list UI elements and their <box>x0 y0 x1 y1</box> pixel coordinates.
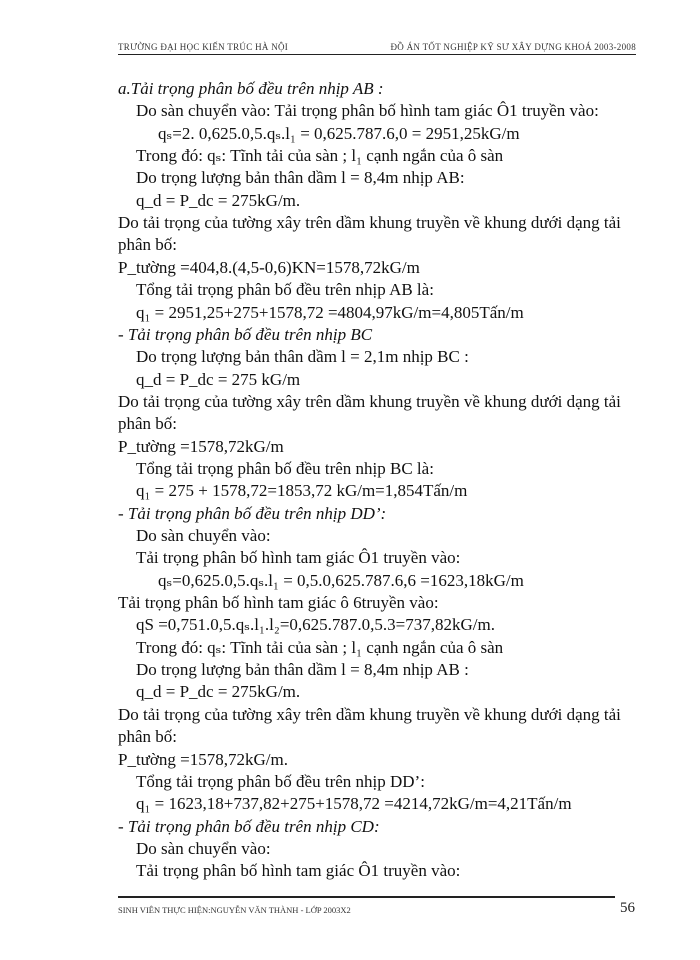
text-line: q₁ = 2951,25+275+1578,72 =4804,97kG/m=4,805Tấn/m <box>136 302 524 322</box>
text-line: Do sàn chuyển vào: Tải trọng phân bố hình tam giác Ô1 truyền vào: <box>136 101 599 121</box>
text-line: Do tải trọng của tường xây trên dầm khung truyền về khung dưới dạng tải <box>118 213 621 233</box>
text-line: q_d = P_dc = 275kG/m. <box>136 190 301 210</box>
text-line: Do trọng lượng bản thân dầm l = 2,1m nhịp BC : <box>136 347 469 367</box>
text-line: P_tường =404,8.(4,5-0,6)KN=1578,72kG/m <box>118 257 420 277</box>
footer-author: SINH VIÊN THỰC HIỆN:NGUYỄN VĂN THÀNH - LỚP 2003X2 <box>118 905 351 915</box>
text-line: Do tải trọng của tường xây trên dầm khung truyền về khung dưới dạng tải <box>118 391 621 411</box>
text-line: Tổng tải trọng phân bố đều trên nhịp BC là: <box>136 458 434 478</box>
text-line: - Tải trọng phân bố đều trên nhịp CD: <box>118 816 380 836</box>
text-line: a.Tải trọng phân bố đều trên nhịp AB : <box>118 79 384 98</box>
text-line: q_d = P_dc = 275 kG/m <box>136 369 301 389</box>
header-project: ĐỒ ÁN TỐT NGHIỆP KỸ SƯ XÂY DỰNG KHOÁ 2003-2008 <box>390 42 636 52</box>
text-line: - Tải trọng phân bố đều trên nhịp DD’: <box>118 503 387 523</box>
text-line: P_tường =1578,72kG/m. <box>118 749 288 769</box>
text-line: Do tải trọng của tường xây trên dầm khung truyền về khung dưới dạng tải <box>118 704 621 724</box>
page-header <box>118 42 636 55</box>
text-line: qS =0,751.0,5.qₛ.l₁.l₂=0,625.787.0,5.3=737,82kG/m. <box>136 615 495 635</box>
text-line: Tổng tải trọng phân bố đều trên nhịp AB là: <box>136 280 434 300</box>
text-line: Tải trọng phân bố hình tam giác ô 6truyền vào: <box>118 593 439 613</box>
text-line: Tổng tải trọng phân bố đều trên nhịp DD’: <box>136 771 425 791</box>
text-line: phân bố: <box>118 727 178 747</box>
text-line: qₛ=0,625.0,5.qₛ.l₁ = 0,5.0,625.787.6,6 =1623,18kG/m <box>158 570 524 590</box>
text-line: phân bố: <box>118 414 178 434</box>
text-line: Tải trọng phân bố hình tam giác Ô1 truyền vào: <box>136 548 461 568</box>
text-line: Do sàn chuyển vào: <box>136 838 271 858</box>
text-line: qₛ=2. 0,625.0,5.qₛ.l₁ = 0,625.787.6,0 = 2951,25kG/m <box>158 123 520 143</box>
text-line: Do trọng lượng bản thân dầm l = 8,4m nhịp AB: <box>136 168 465 188</box>
text-line: q₁ = 275 + 1578,72=1853,72 kG/m=1,854Tấn/m <box>136 481 468 501</box>
text-line: q_d = P_dc = 275kG/m. <box>136 682 301 702</box>
text-line: - Tải trọng phân bố đều trên nhịp BC <box>118 324 373 344</box>
page-number: 56 <box>620 900 635 916</box>
header-school: TRƯỜNG ĐẠI HỌC KIẾN TRÚC HÀ NỘI <box>118 42 289 52</box>
text-line: Do sàn chuyển vào: <box>136 526 271 545</box>
text-line: Do trọng lượng bản thân dầm l = 8,4m nhịp AB : <box>136 660 469 680</box>
text-line: P_tường =1578,72kG/m <box>118 436 284 456</box>
footer-divider <box>118 896 615 898</box>
text-line: phân bố: <box>118 235 178 255</box>
text-line: Trong đó: qₛ: Tĩnh tải của sàn ; l₁ cạnh ngắn của ô sàn <box>136 637 504 657</box>
text-line: q₁ = 1623,18+737,82+275+1578,72 =4214,72kG/m=4,21Tấn/m <box>136 794 572 814</box>
text-line: Tải trọng phân bố hình tam giác Ô1 truyền vào: <box>136 861 461 881</box>
text-line: Trong đó: qₛ: Tĩnh tải của sàn ; l₁ cạnh ngắn của ô sàn <box>136 146 504 166</box>
